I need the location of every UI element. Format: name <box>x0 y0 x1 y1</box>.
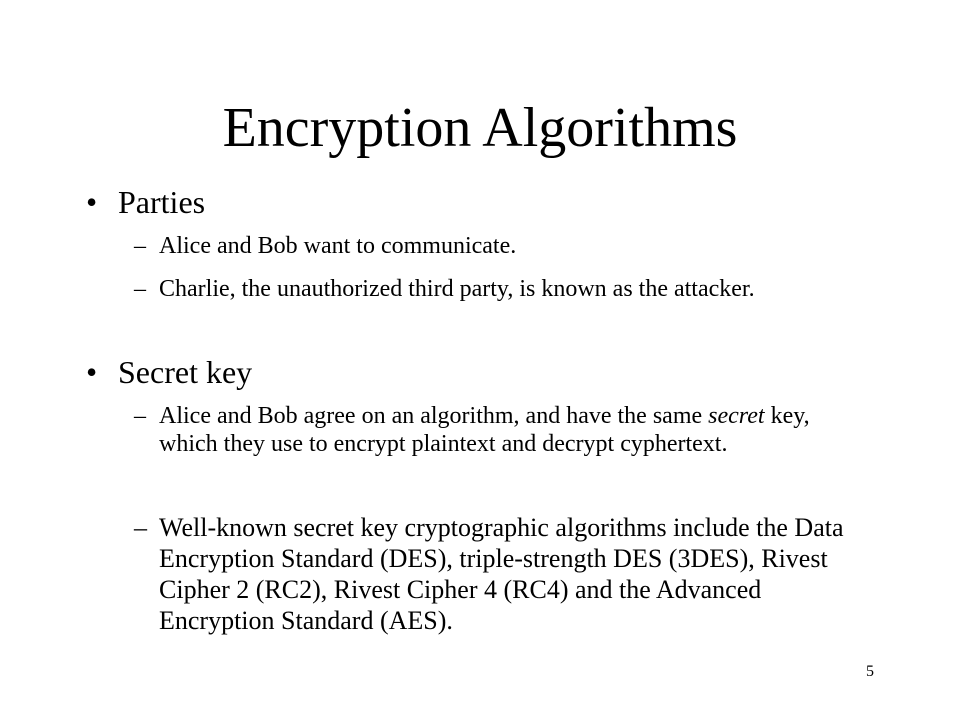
sub-bullet-text: Well-known secret key cryptographic algorithms include the Data Encryption Standard (DES), triple-strength DES (3DES), Rivest Cipher 2 (RC2), Rivest Cipher 4 (RC4) and the Advanced Encryption Standard (AES). <box>159 513 844 635</box>
dash-icon: – <box>134 513 147 542</box>
sub-bullet-text: Charlie, the unauthorized third party, is known as the attacker. <box>159 276 755 302</box>
secret-emphasis: secret <box>708 403 765 429</box>
page-number: 5 <box>866 663 874 680</box>
dash-icon: – <box>134 233 146 259</box>
sub-bullet-attacker <box>134 275 874 303</box>
dash-icon: – <box>134 276 146 302</box>
sub-bullet-agree <box>134 402 874 458</box>
sub-bullet-algorithms <box>134 512 874 636</box>
text-before: Alice and Bob agree on an algorithm, and have the same <box>159 403 709 429</box>
bullet-heading: Secret key <box>118 354 253 390</box>
bullet-icon: • <box>86 184 98 220</box>
text-after: key, which they use to encrypt plaintext and decrypt cyphertext. <box>159 403 810 457</box>
bullet-heading: Parties <box>118 184 206 220</box>
slide-title: Encryption Algorithms <box>222 97 738 159</box>
sub-bullet-text: Alice and Bob want to communicate. <box>159 233 517 259</box>
bullet-icon: • <box>86 354 98 390</box>
sub-bullet-text <box>159 402 874 458</box>
dash-icon: – <box>134 403 146 429</box>
sub-bullet-communicate <box>134 232 874 260</box>
